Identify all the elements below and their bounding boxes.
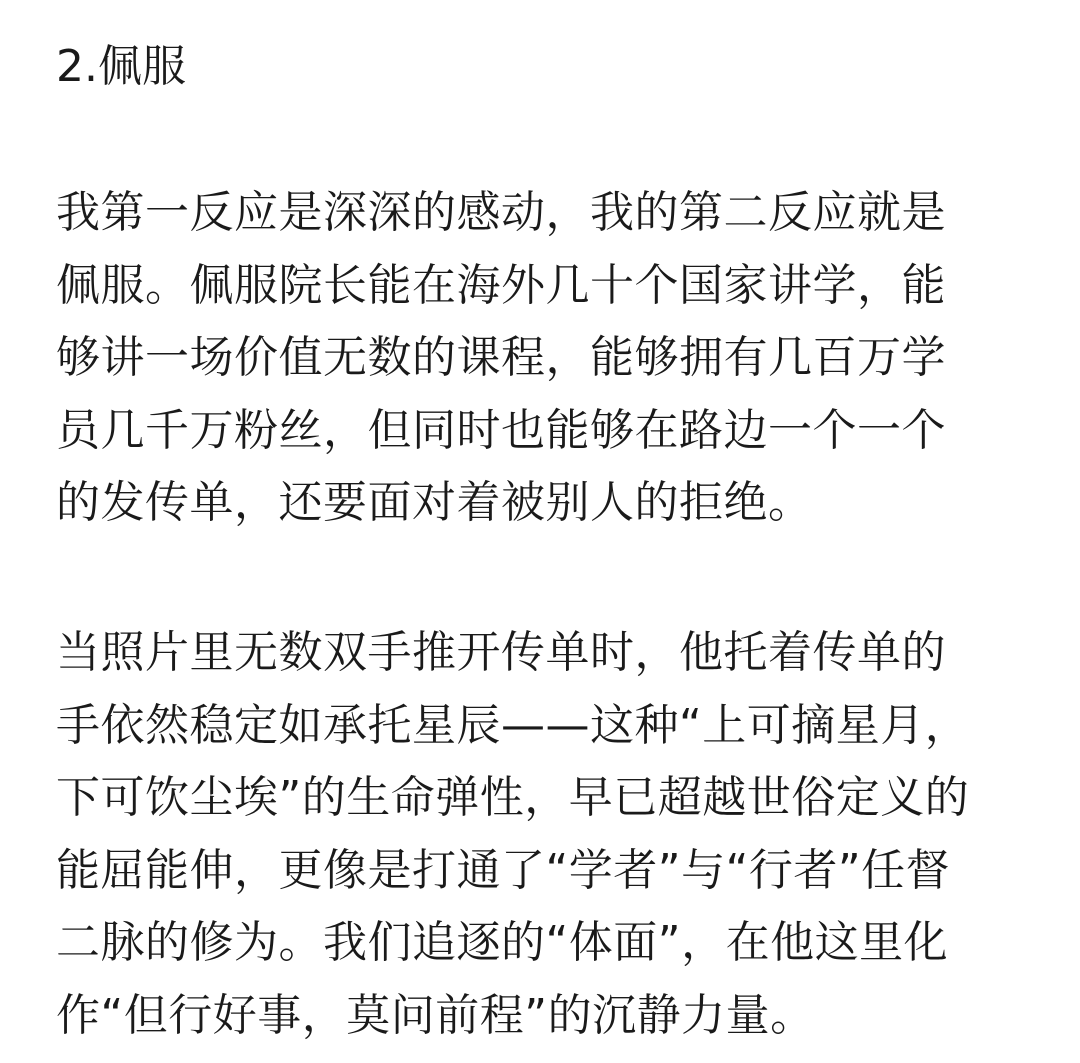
text-line: 作“但行好事，莫问前程”的沉静力量。 [56,989,815,1041]
text-line: 的发传单，还要面对着被别人的拒绝。 [56,477,813,529]
text-line: 下可饮尘埃”的生命弹性，早已超越世俗定义的 [56,772,970,824]
section-heading: 2.佩服 [56,41,186,92]
text-line: 当照片里无数双手推开传单时，他托着传单的 [56,627,946,678]
text-line: 二脉的修为。我们追逐的“体面”，在他这里化 [56,917,949,969]
text-line: 能屈能伸，更像是打通了“学者”与“行者”任督 [56,844,951,896]
text-line: 员几千万粉丝，但同时也能够在路边一个一个 [56,404,946,456]
text-line: 佩服。佩服院长能在海外几十个国家讲学，能 [56,259,946,311]
text-line: 手依然稳定如承托星辰——这种“上可摘星月， [56,699,970,751]
paragraph-resilience [56,617,1036,1053]
paragraph-first-reaction [56,177,1036,540]
text-line: 我第一反应是深深的感动，我的第二反应就是 [56,187,946,238]
text-line: 够讲一场价值无数的课程，能够拥有几百万学 [56,332,946,384]
